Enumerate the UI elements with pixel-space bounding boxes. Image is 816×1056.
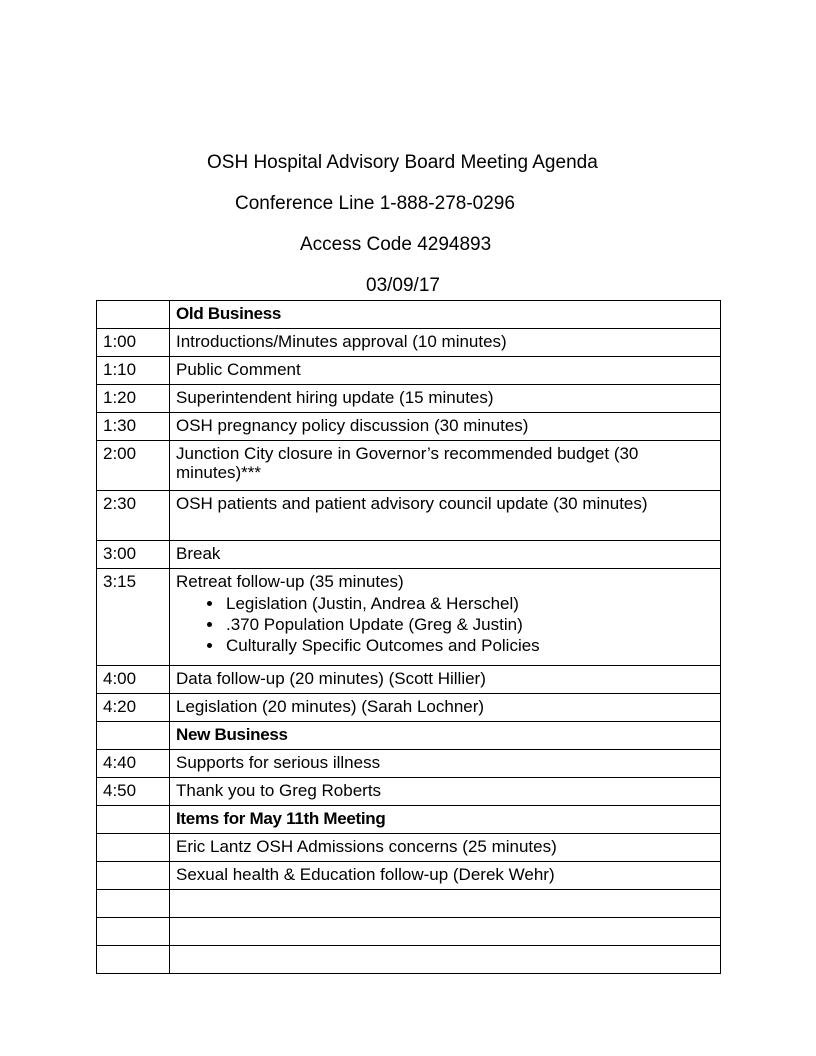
item-cell: Eric Lantz OSH Admissions concerns (25 minutes) <box>170 834 721 862</box>
table-row <box>97 750 721 778</box>
time-cell: 3:00 <box>97 541 170 569</box>
table-row <box>97 569 721 666</box>
section-heading: New Business <box>170 722 721 750</box>
item-cell: Junction City closure in Governor’s recommended budget (30 minutes)*** <box>170 441 721 491</box>
table-row-empty <box>97 918 721 946</box>
table-row <box>97 357 721 385</box>
item-cell: Public Comment <box>170 357 721 385</box>
time-cell <box>97 946 170 974</box>
time-cell <box>97 918 170 946</box>
table-row <box>97 329 721 357</box>
time-cell: 4:40 <box>97 750 170 778</box>
time-cell: 1:10 <box>97 357 170 385</box>
item-cell: Data follow-up (20 minutes) (Scott Hillier) <box>170 666 721 694</box>
item-cell: Thank you to Greg Roberts <box>170 778 721 806</box>
meeting-date: 03/09/17 <box>366 275 440 296</box>
time-cell: 4:20 <box>97 694 170 722</box>
table-row-new-business <box>97 722 721 750</box>
table-row <box>97 413 721 441</box>
item-cell <box>170 918 721 946</box>
table-row-empty <box>97 946 721 974</box>
table-row-future-items <box>97 806 721 834</box>
item-cell: Legislation (20 minutes) (Sarah Lochner) <box>170 694 721 722</box>
table-row <box>97 541 721 569</box>
time-cell: 4:00 <box>97 666 170 694</box>
table-row <box>97 694 721 722</box>
section-heading: Old Business <box>170 301 721 329</box>
item-cell: Supports for serious illness <box>170 750 721 778</box>
time-cell: 1:30 <box>97 413 170 441</box>
time-cell: 2:30 <box>97 491 170 541</box>
item-cell: Superintendent hiring update (15 minutes) <box>170 385 721 413</box>
table-row <box>97 862 721 890</box>
list-item: • .370 Population Update (Greg & Justin) <box>224 614 714 635</box>
time-cell <box>97 890 170 918</box>
table-row-old-business <box>97 301 721 329</box>
conference-line: Conference Line 1-888-278-0296 <box>235 193 515 214</box>
time-cell: 4:50 <box>97 778 170 806</box>
table-row <box>97 778 721 806</box>
item-cell: Sexual health & Education follow-up (Derek Wehr) <box>170 862 721 890</box>
time-cell <box>97 722 170 750</box>
table-row <box>97 491 721 541</box>
access-code: Access Code 4294893 <box>300 234 492 255</box>
item-cell: Break <box>170 541 721 569</box>
item-cell: OSH patients and patient advisory council update (30 minutes) <box>170 491 721 541</box>
table-row <box>97 441 721 491</box>
item-cell <box>170 946 721 974</box>
item-cell: OSH pregnancy policy discussion (30 minutes) <box>170 413 721 441</box>
time-cell: 1:00 <box>97 329 170 357</box>
section-heading: Items for May 11th Meeting <box>170 806 721 834</box>
time-cell <box>97 862 170 890</box>
list-item: • Legislation (Justin, Andrea & Herschel) <box>224 593 714 614</box>
table-row <box>97 834 721 862</box>
time-cell: 2:00 <box>97 441 170 491</box>
time-cell: 3:15 <box>97 569 170 666</box>
agenda-title: OSH Hospital Advisory Board Meeting Agenda <box>207 152 598 173</box>
time-cell <box>97 806 170 834</box>
item-cell <box>170 890 721 918</box>
time-cell <box>97 301 170 329</box>
time-cell <box>97 834 170 862</box>
agenda-table <box>96 300 721 974</box>
time-cell: 1:20 <box>97 385 170 413</box>
table-row-empty <box>97 890 721 918</box>
item-cell <box>170 569 721 666</box>
bullet-list <box>176 593 714 656</box>
item-text: Retreat follow-up (35 minutes) <box>176 572 404 591</box>
item-cell: Introductions/Minutes approval (10 minutes) <box>170 329 721 357</box>
table-row <box>97 666 721 694</box>
table-row <box>97 385 721 413</box>
list-item: • Culturally Specific Outcomes and Policies <box>224 635 714 656</box>
